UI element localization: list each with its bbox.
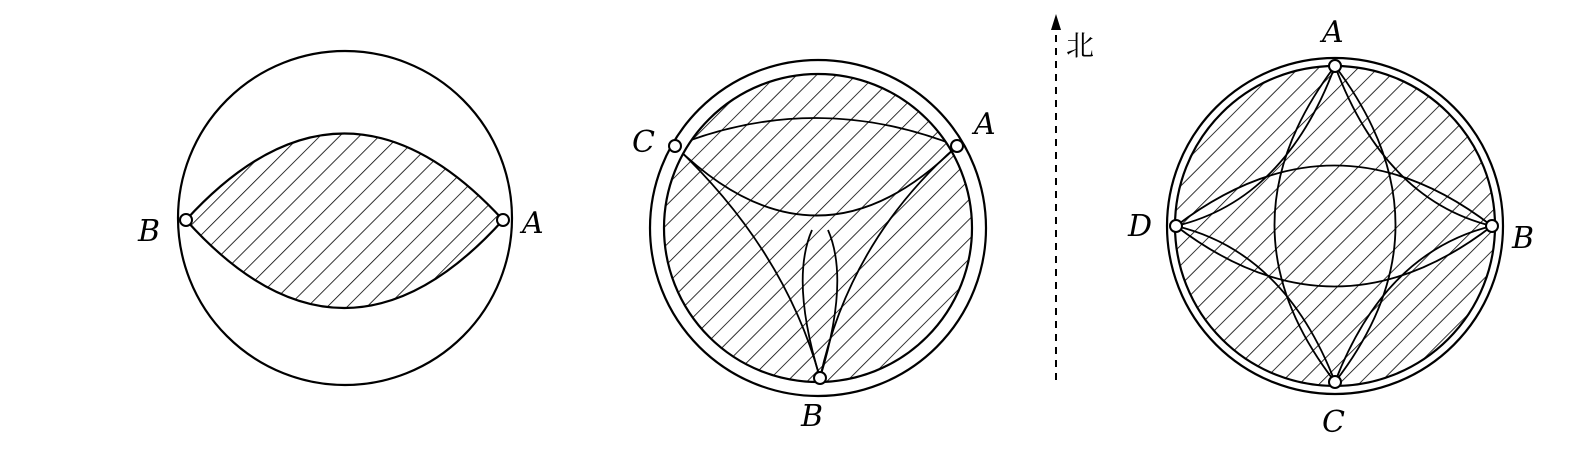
point-c-marker [669,140,681,152]
shaded-disk [664,74,972,382]
label-a: A [1322,15,1344,50]
label-c: C [632,125,655,160]
point-c-marker [1329,376,1341,388]
point-a-marker [497,214,509,226]
figure-three-point [632,60,996,434]
point-a-marker [951,140,963,152]
north-arrow-icon [1051,14,1061,30]
point-b-marker [1486,220,1498,232]
north-label: 北 [1066,29,1095,62]
shaded-disk [1175,66,1495,386]
label-a: A [974,107,996,142]
label-b: B [1512,221,1535,256]
label-c: C [1322,405,1345,440]
label-b: B [801,399,824,434]
figure-four-point [1127,15,1534,440]
shaded-lens-region [186,134,503,309]
label-b: B [138,214,161,249]
label-d: D [1128,209,1153,244]
point-a-marker [1329,60,1341,72]
point-d-marker [1170,220,1182,232]
label-a: A [522,206,544,241]
point-b-marker [814,372,826,384]
figure-two-point [137,51,544,385]
point-b-marker [180,214,192,226]
north-indicator [1051,14,1094,380]
